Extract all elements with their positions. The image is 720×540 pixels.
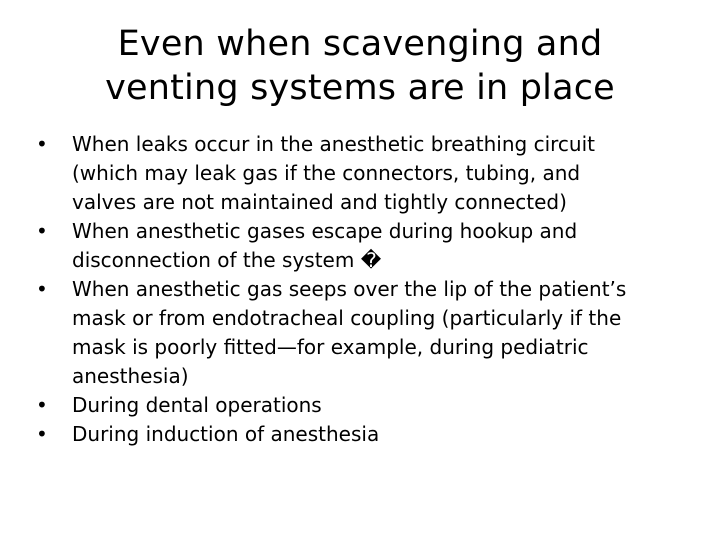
bullet-item bbox=[0, 391, 662, 420]
bullet-marker: • bbox=[36, 132, 48, 156]
bullet-item bbox=[0, 275, 662, 391]
bullet-text-line: When anesthetic gas seeps over the lip of the patient’s bbox=[72, 277, 627, 301]
bullet-text-line: valves are not maintained and tightly connected) bbox=[72, 190, 567, 214]
bullet-item bbox=[0, 420, 662, 449]
bullet-text-line: anesthesia) bbox=[72, 364, 189, 388]
bullet-item bbox=[0, 130, 662, 217]
bullet-list bbox=[0, 130, 720, 449]
bullet-text-line: When leaks occur in the anesthetic breathing circuit bbox=[72, 132, 595, 156]
slide-title bbox=[60, 22, 660, 110]
bullet-text-line: During dental operations bbox=[72, 393, 322, 417]
slide-title-line: venting systems are in place bbox=[105, 68, 615, 108]
bullet-text-line: disconnection of the system � bbox=[72, 248, 382, 272]
bullet-item bbox=[0, 217, 662, 275]
bullet-marker: • bbox=[36, 277, 48, 301]
bullet-text-line: (which may leak gas if the connectors, tubing, and bbox=[72, 161, 581, 185]
bullet-text-line: When anesthetic gases escape during hookup and bbox=[72, 219, 578, 243]
slide-title-line: Even when scavenging and bbox=[117, 24, 603, 64]
bullet-marker: • bbox=[36, 393, 48, 417]
bullet-text-line: mask or from endotracheal coupling (particularly if the bbox=[72, 306, 622, 330]
bullet-marker: • bbox=[36, 219, 48, 243]
bullet-text-line: During induction of anesthesia bbox=[72, 422, 380, 446]
bullet-text-line: mask is poorly fitted—for example, during pediatric bbox=[72, 335, 589, 359]
bullet-marker: • bbox=[36, 422, 48, 446]
